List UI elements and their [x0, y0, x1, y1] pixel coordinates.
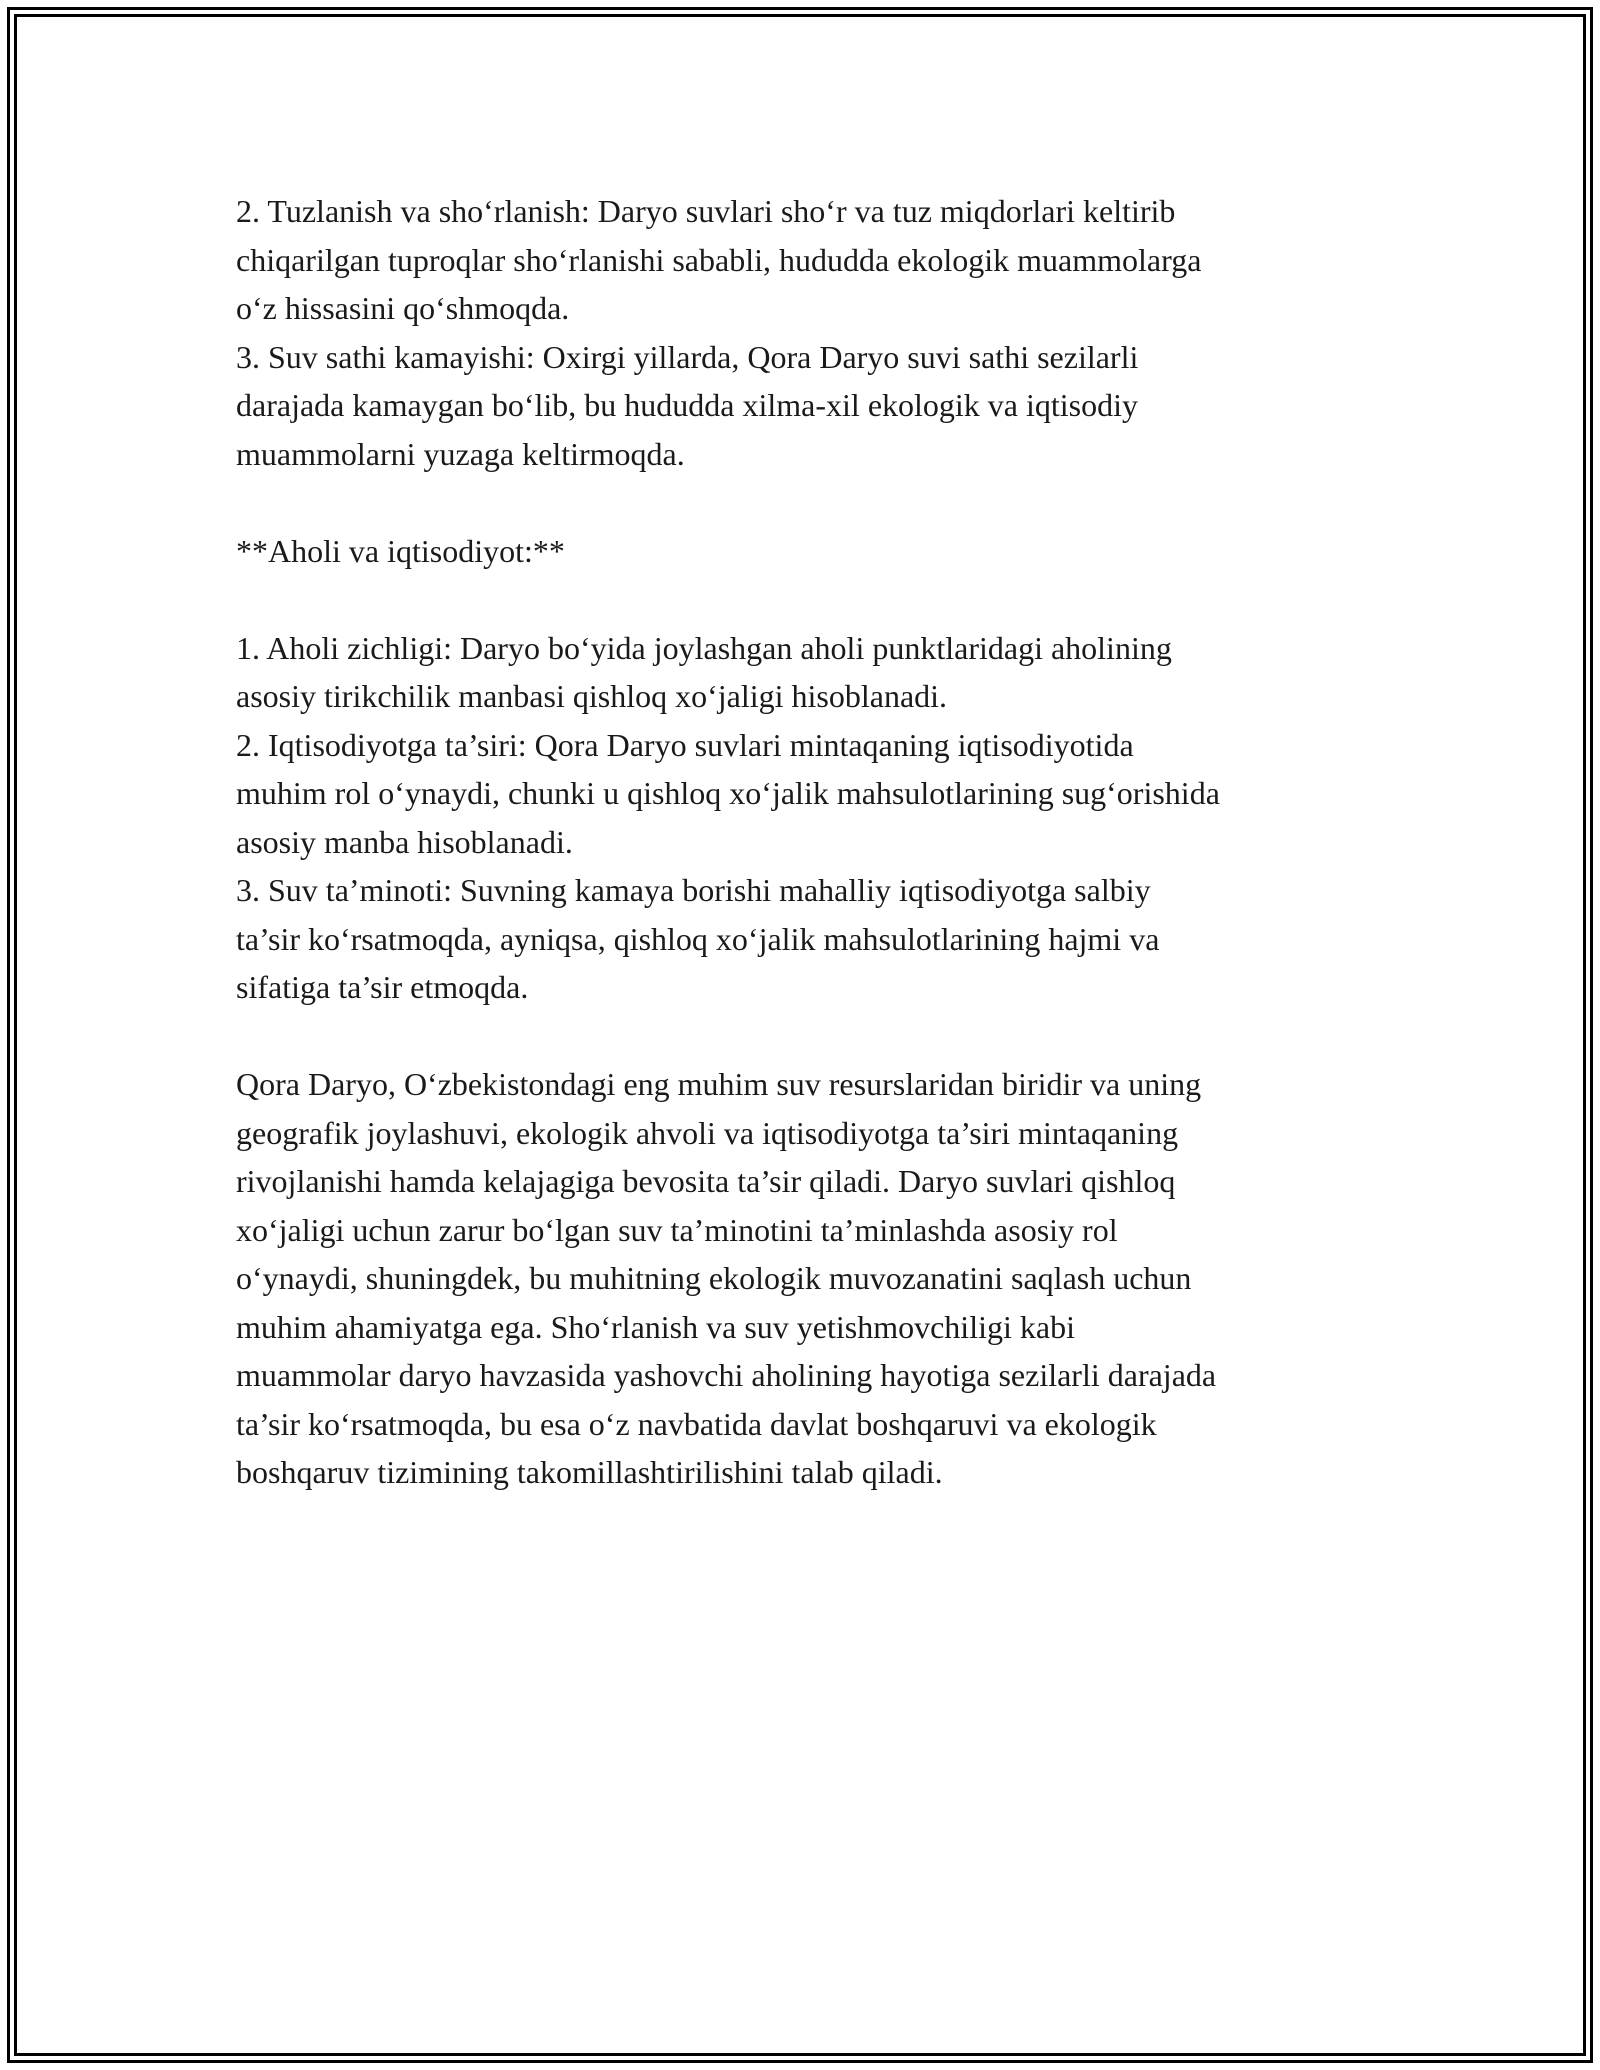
- text-line: geografik joylashuvi, ekologik ahvoli va iqtisodiyotga ta’siri mintaqaning: [236, 1114, 1179, 1151]
- text-line: rivojlanishi hamda kelajagiga bevosita ta’sir qiladi. Daryo suvlari qishloq: [236, 1163, 1176, 1199]
- section-heading-text: **Aholi va iqtisodiyot:**: [236, 532, 565, 569]
- text-line: muammolar daryo havzasida yashovchi aholining hayotiga sezilarli darajada: [236, 1357, 1217, 1393]
- text-line: xo‘jaligi uchun zarur bo‘lgan suv ta’minotini ta’minlashda asosiy rol: [236, 1211, 1118, 1248]
- text-line: sifatiga ta’sir etmoqda.: [236, 969, 529, 1005]
- text-line: muhim ahamiyatga ega. Sho‘rlanish va suv yetishmovchiligi kabi: [236, 1308, 1075, 1345]
- text-line: ta’sir ko‘rsatmoqda, ayniqsa, qishloq xo‘jalik mahsulotlarining hajmi va: [236, 920, 1160, 957]
- text-line: ta’sir ko‘rsatmoqda, bu esa o‘z navbatida davlat boshqaruvi va ekologik: [236, 1405, 1157, 1442]
- text-line: boshqaruv tizimining takomillashtirilishini talab qiladi.: [236, 1454, 943, 1490]
- paragraph-conclusion: [236, 1060, 1376, 1497]
- text-line: Qora Daryo, O‘zbekistondagi eng muhim suv resurslaridan biridir va uning: [236, 1066, 1202, 1102]
- text-line: asosiy manba hisoblanadi.: [236, 823, 573, 860]
- document-body: [236, 187, 1376, 1497]
- text-line: asosiy tirikchilik manbasi qishloq xo‘jaligi hisoblanadi.: [236, 678, 948, 714]
- text-line: 3. Suv ta’minoti: Suvning kamaya borishi mahalliy iqtisodiyotga salbiy: [236, 872, 1151, 908]
- text-line: muhim rol o‘ynaydi, chunki u qishloq xo‘jalik mahsulotlarining sug‘orishida: [236, 775, 1220, 811]
- paragraph-spacer: [236, 478, 1376, 527]
- text-line: darajada kamaygan bo‘lib, bu hududda xilma-xil ekologik va iqtisodiy: [236, 387, 1139, 423]
- text-line: o‘z hissasini qo‘shmoqda.: [236, 290, 570, 326]
- text-line: 2. Iqtisodiyotga ta’siri: Qora Daryo suvlari mintaqaning iqtisodiyotida: [236, 726, 1134, 763]
- text-line: muammolarni yuzaga keltirmoqda.: [236, 435, 685, 472]
- paragraph-spacer: [236, 1012, 1376, 1061]
- section-heading: [236, 527, 1376, 576]
- text-line: 1. Aholi zichligi: Daryo bo‘yida joylashgan aholi punktlaridagi aholining: [236, 629, 1172, 666]
- text-line: o‘ynaydi, shuningdek, bu muhitning ekologik muvozanatini saqlash uchun: [236, 1260, 1192, 1296]
- paragraph-spacer: [236, 575, 1376, 624]
- paragraph-ecology-issues: [236, 187, 1376, 478]
- text-line: 3. Suv sathi kamayishi: Oxirgi yillarda, Qora Daryo suvi sathi sezilarli: [236, 338, 1139, 375]
- paragraph-population-economy: [236, 624, 1376, 1012]
- text-line: chiqarilgan tuproqlar sho‘rlanishi sababli, hududda ekologik muammolarga: [236, 241, 1202, 278]
- text-line: 2. Tuzlanish va sho‘rlanish: Daryo suvlari sho‘r va tuz miqdorlari keltirib: [236, 193, 1176, 229]
